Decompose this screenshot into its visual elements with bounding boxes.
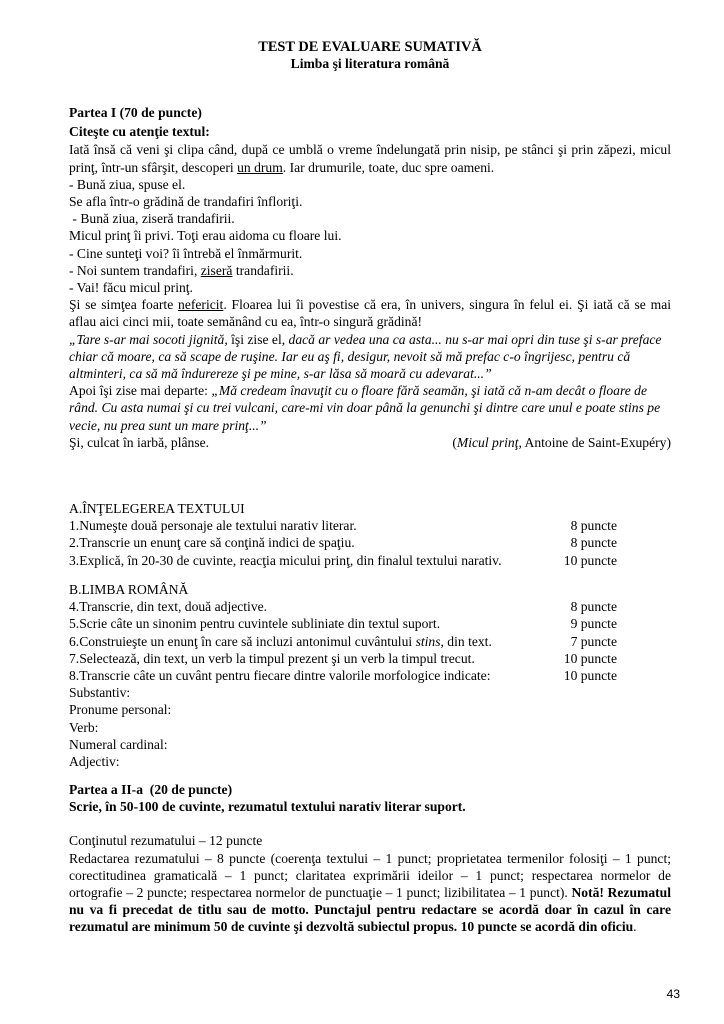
morph-adjectiv: Adjectiv: [69,754,120,770]
text-source: (Micul prinţ, Antoine de Saint-Exupéry) [452,434,671,450]
text-last-line [69,434,671,451]
section-a-heading: A.ÎNŢELEGEREA TEXTULUI [69,501,245,516]
question-8-points: 10 puncte [563,668,617,684]
part2-task: Scrie, în 50-100 de cuvinte, rezumatul textului narativ literar suport. [69,799,466,815]
question-7: 7.Selectează, din text, un verb la timpul prezent şi un verb la timpul trecut. 10 puncte [69,650,617,666]
part2-note: Notă! Rezumatul nu va fi precedat de titlu sau de motto. Punctajul pentru redactare se acordă doar în cazul în care rezumatul are minimum 50 de cuvinte şi dezvoltă subiectul propus. 10 puncte se acordă din oficiu [69,885,671,935]
part1-heading: Partea I (70 de puncte) [69,105,202,120]
question-4: 4.Transcrie, din text, două adjective. 8 puncte [69,599,617,615]
quote-paragraph-1: „Tare s-ar mai socoti jignită, îşi zise el, dacă ar vedea una ca asta... nu s-ar mai opri din tuse şi s-ar preface chiar că moare, ca să scape de ruşine. Iar eu aş fi, desigur, nevoit să mă prefac c-o îngrijesc, pentru că altminteri, ca să mă îndurereze şi pe mine, s-ar lăsa să moară cu adevarat...” [69,331,662,382]
morph-numeral: Numeral cardinal: [69,736,168,752]
question-5-points: 9 puncte [570,616,617,632]
part2-redactare: Redactarea rezumatului – 8 puncte (coerenţa textului – 1 punct; proprietatea termenilor folosiţi – 1 punct; corectitudinea gramaticală – 1 punct; claritatea exprimării ideilor – 1 punct; respectarea normelor de ortografie – 2 puncte; respectarea normelor de punctuaţie – 1 punct; lizibilitatea – 1 punct). Notă! Rezumatul nu va fi precedat de titlu sau de motto. Punctajul pentru redactare se acordă doar în cazul în care rezumatul are minimum 50 de cuvinte şi dezvoltă subiectul propus. 10 puncte se acordă din oficiu. [69,850,671,935]
question-3-points: 10 puncte [563,552,617,568]
part2-section [69,781,671,936]
text-line-6: - Cine sunteţi voi? îi întrebă el înmărmurit. [69,245,303,261]
text-line-4: - Bună ziua, ziseră trandafirii. [69,211,235,227]
morph-verb: Verb: [69,719,99,735]
quote-paragraph-2: Apoi îşi zise mai departe: „Mă credeam înavuţit cu o floare fără seamăn, şi iată că n-am decât o floare de rând. Cu asta numai şi cu trei vulcani, care-mi vin doar până la genunchi şi dintre care unul e poate stins pe vecie, nu prea sunt un mare prinţ...” [69,383,661,433]
page-subtitle: Limba şi literatura română [290,56,450,71]
text-line-7: - Noi suntem trandafiri, ziseră trandafirii. [69,262,294,278]
part1-instruction: Citeşte cu atenţie textul: [69,124,210,140]
question-6-points: 7 puncte [570,633,617,649]
morph-substantiv: Substantiv: [69,685,131,701]
section-a [69,500,671,569]
page-number: 43 [666,987,680,1001]
section-b-heading: B.LIMBA ROMÂNĂ [69,582,189,597]
question-6: 6.Construieşte un enunţ în care să incluzi antonimul cuvântului stins, din text. 7 puncte [69,633,617,649]
question-2-points: 8 puncte [570,535,617,551]
question-2: 2.Transcrie un enunţ care să conţină indici de spaţiu. 8 puncte [69,535,617,551]
question-8: 8.Transcrie câte un cuvânt pentru fiecare dintre valorile morfologice indicate: 10 puncte [69,668,617,684]
question-3: 3.Explică, în 20-30 de cuvinte, reacţia micului prinţ, din finalul textului narativ. 10 puncte [69,552,617,568]
text-line-5: Micul prinţ îi privi. Toţi erau aidoma cu floare lui. [69,228,342,244]
question-5: 5.Scrie câte un sinonim pentru cuvintele subliniate din textul suport. 9 puncte [69,616,617,632]
part2-heading: Partea a II-a (20 de puncte) [69,782,233,797]
underlined-word-nefericit: nefericit [178,297,224,313]
text-line-2: - Bună ziua, spuse el. [69,176,186,192]
section-b [69,581,671,770]
text-line-3: Se afla într-o grădină de trandafiri înfloriţi. [69,194,303,210]
page-title: TEST DE EVALUARE SUMATIVĂ [258,39,482,55]
question-7-points: 10 puncte [563,650,617,666]
text-line-8: - Vai! făcu micul prinţ. [69,280,193,296]
question-1-points: 8 puncte [570,518,617,534]
underlined-word-drum: un drum [237,159,283,175]
text-paragraph-9: Şi se simţea foarte nefericit. Floarea lui îi povestise că era, în univers, singura în felul ei. Şi iată că se mai aflau aici cinci mii, toate semănând cu ea, într-o singură grădină! [69,297,672,330]
text-paragraph-1: Iată însă că veni şi clipa când, după ce umblă o vreme îndelungată prin nisip, pe stânci şi prin zăpezi, micul prinţ, într-un sfârşit, descoperi un drum. Iar drumurile, toate, duc spre oameni. [69,142,671,175]
morph-pronume: Pronume personal: [69,702,172,718]
question-4-points: 8 puncte [570,599,617,615]
part2-content-points: Conţinutul rezumatului – 12 puncte [69,833,263,849]
text-final-sentence: Şi, culcat în iarbă, plânse. [69,434,210,450]
question-1: 1.Numeşte două personaje ale textului narativ literar. 8 puncte [69,518,617,534]
underlined-word-zisera: ziseră [200,262,233,278]
part1-section [69,104,671,451]
